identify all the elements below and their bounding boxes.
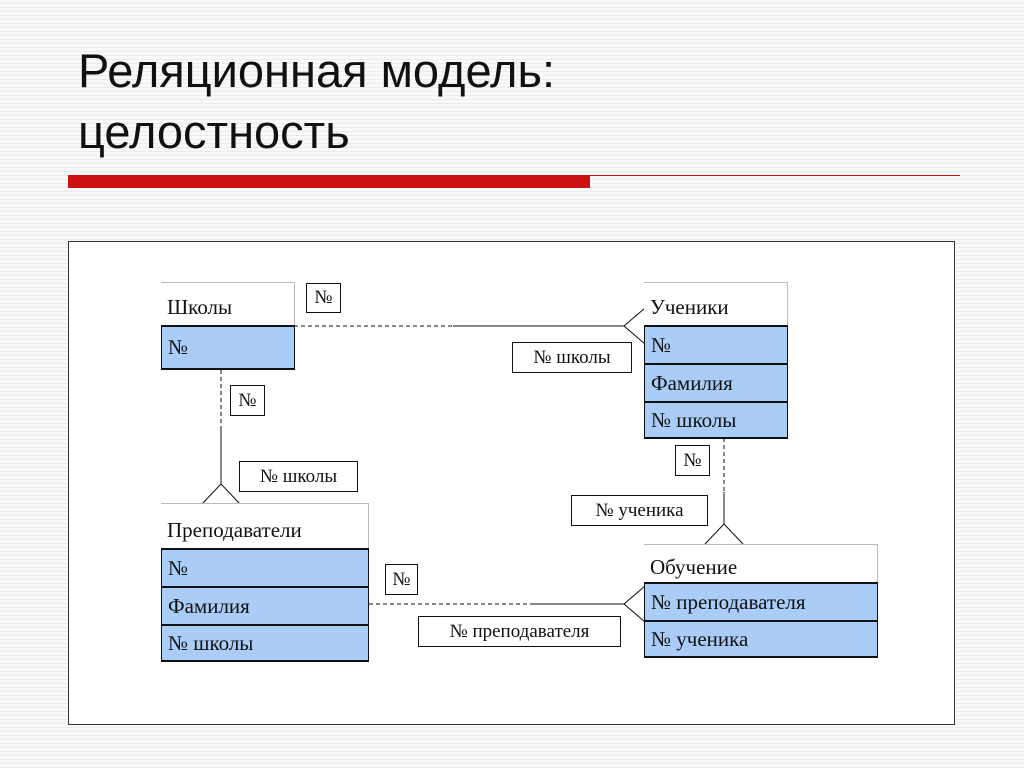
crowfoot-learning-top: [705, 524, 743, 544]
label-students-learning-pk: №: [675, 445, 710, 476]
entity-teachers: [161, 503, 369, 660]
entity-learning-field-student: № ученика: [644, 620, 878, 658]
slide-title-line-2: целостность: [78, 105, 350, 158]
label-schools-teachers-pk: №: [230, 385, 265, 416]
entity-teachers-name: Преподаватели: [161, 503, 369, 548]
entity-teachers-field-surname: Фамилия: [161, 586, 369, 624]
slide-title-line-1: Реляционная модель:: [78, 44, 555, 97]
label-schools-students-fk: № школы: [512, 342, 632, 373]
label-teachers-learning-fk: № преподавателя: [418, 616, 621, 647]
entity-schools-field-id: №: [161, 325, 295, 370]
entity-students-field-id: №: [644, 325, 788, 363]
label-teachers-learning-pk: №: [385, 564, 418, 595]
entity-students-field-school: № школы: [644, 401, 788, 439]
entity-students-name: Ученики: [644, 282, 788, 325]
entity-learning-field-teacher: № преподавателя: [644, 582, 878, 620]
entity-teachers-field-id: №: [161, 548, 369, 586]
label-schools-teachers-fk: № школы: [239, 461, 358, 492]
entity-learning: [644, 544, 878, 658]
crowfoot-learning-left: [624, 586, 645, 622]
crowfoot-teachers: [202, 484, 240, 504]
entity-students-field-surname: Фамилия: [644, 363, 788, 401]
entity-schools-name: Школы: [161, 282, 295, 325]
label-schools-students-pk: №: [306, 283, 341, 313]
entity-schools: [161, 282, 295, 370]
entity-teachers-field-school: № школы: [161, 624, 369, 662]
label-students-learning-fk: № ученика: [571, 495, 708, 526]
entity-students: [644, 282, 788, 439]
entity-learning-name: Обучение: [644, 544, 878, 582]
crowfoot-students: [624, 308, 645, 344]
